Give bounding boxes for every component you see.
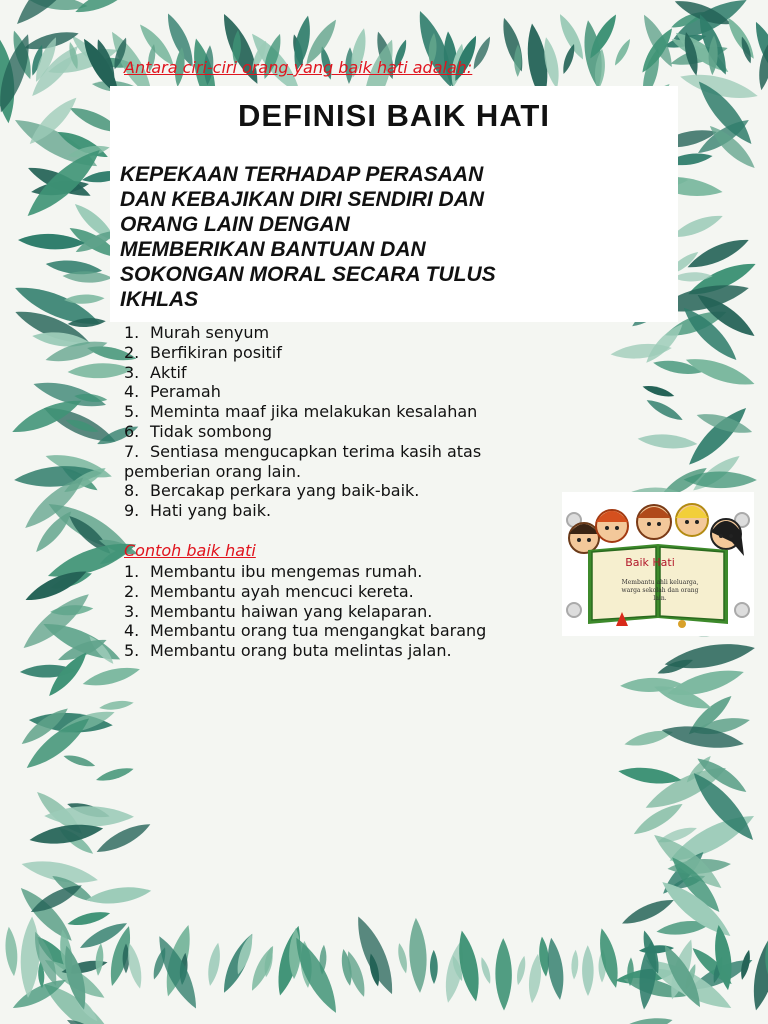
trait-item [124, 323, 481, 343]
trait-item-number: 3. [124, 362, 140, 382]
trait-item-number: 8. [124, 481, 140, 501]
traits-list [124, 323, 481, 521]
trait-item-number: 5. [124, 402, 140, 422]
trait-item [124, 442, 481, 462]
example-item [124, 621, 486, 641]
example-item-text: Membantu haiwan yang kelaparan. [150, 601, 433, 621]
trait-item-number: 6. [124, 421, 140, 441]
trait-item-text: Tidak sombong [150, 421, 272, 441]
trait-item-text: Sentiasa mengucapkan terima kasih atas [150, 441, 482, 461]
example-item-text: Membantu ibu mengemas rumah. [150, 562, 423, 581]
trait-item [124, 501, 481, 521]
book-caption-2: warga sekolah dan orang [621, 587, 699, 594]
example-item-text: Membantu orang buta melintas jalan. [150, 641, 452, 661]
kids-book-illustration [562, 492, 754, 636]
example-item-number: 5. [124, 641, 140, 661]
trait-item-number: 2. [124, 342, 140, 362]
definition-title: DEFINISI BAIK HATI [238, 98, 550, 133]
trait-item-number: 1. [124, 323, 140, 342]
trait-item [124, 363, 481, 383]
trait-item [124, 481, 481, 501]
example-item [124, 641, 486, 661]
definition-body: KEPEKAAN TERHADAP PERASAAN DAN KEBAJIKAN DIRI SENDIRI DAN ORANG LAIN DENGAN MEMBERIKAN BANTUAN DAN SOKONGAN MORAL SECARA TULUS IKHLAS [120, 163, 496, 311]
trait-item-text: Peramah [150, 382, 221, 402]
definition-box [110, 86, 678, 322]
intro-heading: Antara ciri-ciri orang yang baik hati adalah: [124, 58, 473, 77]
example-item-number: 3. [124, 601, 140, 621]
example-item-number: 4. [124, 621, 140, 641]
example-item-text: Membantu ayah mencuci kereta. [150, 581, 414, 601]
example-item-number: 2. [124, 581, 140, 601]
example-item [124, 582, 486, 602]
book-caption-1: Membantu ahli keluarga, [621, 579, 699, 586]
examples-heading: Contoh baik hati [124, 541, 256, 560]
trait-item-text: Murah senyum [150, 323, 270, 342]
trait-item-text: Meminta maaf jika melakukan kesalahan [150, 402, 478, 422]
book-title: Baik Hati [625, 556, 675, 569]
trait-item-text: Hati yang baik. [150, 501, 272, 521]
trait-item [124, 382, 481, 402]
book-caption-3: lain. [653, 595, 667, 602]
trait-item-text: Aktif [150, 362, 187, 382]
example-item [124, 562, 486, 582]
kids-book-clipart [562, 492, 754, 636]
trait-item-number: 9. [124, 501, 140, 521]
trait-item [124, 422, 481, 442]
trait-item-text: Bercakap perkara yang baik-baik. [150, 481, 420, 501]
trait-item-continuation: pemberian orang lain. [124, 461, 302, 481]
trait-item-number: 4. [124, 382, 140, 402]
trait-item [124, 343, 481, 363]
examples-list [124, 562, 486, 661]
example-item-number: 1. [124, 562, 140, 581]
trait-item-text: Berfikiran positif [150, 342, 282, 362]
example-item-text: Membantu orang tua mengangkat barang [150, 621, 487, 641]
trait-item [124, 402, 481, 422]
trait-item-number: 7. [124, 441, 140, 461]
example-item [124, 602, 486, 622]
